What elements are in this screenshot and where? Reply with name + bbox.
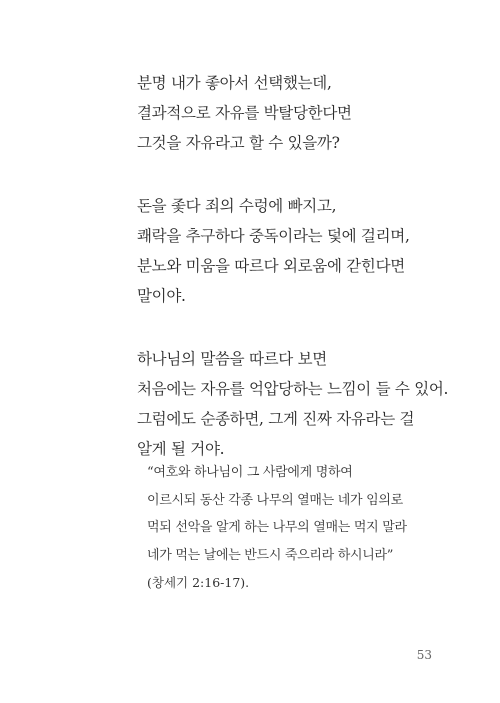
- page-number: 53: [416, 648, 432, 662]
- paragraph: [137, 344, 477, 464]
- text-line: 처음에는 자유를 억압당하는 느낌이 들 수 있어.: [137, 380, 449, 398]
- text-line: 알게 될 거야.: [137, 440, 225, 458]
- body-text: [137, 68, 477, 497]
- quote-line: 이르시되 동산 각종 나무의 열매는 네가 임의로: [147, 492, 403, 508]
- text-line: 그럼에도 순종하면, 그게 진짜 자유라는 걸: [137, 410, 415, 428]
- scripture-quote: [147, 459, 477, 597]
- text-line: 분노와 미움을 따르다 외로움에 갇힌다면: [137, 257, 405, 275]
- text-line: 결과적으로 자유를 박탈당한다면: [137, 104, 352, 122]
- paragraph: [137, 191, 477, 311]
- quote-line: 네가 먹는 날에는 반드시 죽으리라 하시니라”: [147, 547, 394, 563]
- paragraph: [137, 68, 477, 158]
- text-line: 분명 내가 좋아서 선택했는데,: [137, 74, 332, 92]
- text-line: 돈을 좇다 죄의 수렁에 빠지고,: [137, 197, 337, 215]
- quote-line: “여호와 하나님이 그 사람에게 명하여: [147, 465, 353, 480]
- quote-line: 먹되 선악을 알게 하는 나무의 열매는 먹지 말라: [147, 520, 407, 535]
- text-line: 그것을 자유라고 할 수 있을까?: [137, 134, 340, 152]
- text-line: 말이야.: [137, 287, 186, 305]
- quote-citation: (창세기 2:16-17).: [147, 575, 250, 590]
- text-line: 하나님의 말씀을 따르다 보면: [137, 350, 327, 368]
- text-line: 쾌락을 추구하다 중독이라는 덫에 걸리며,: [137, 227, 410, 245]
